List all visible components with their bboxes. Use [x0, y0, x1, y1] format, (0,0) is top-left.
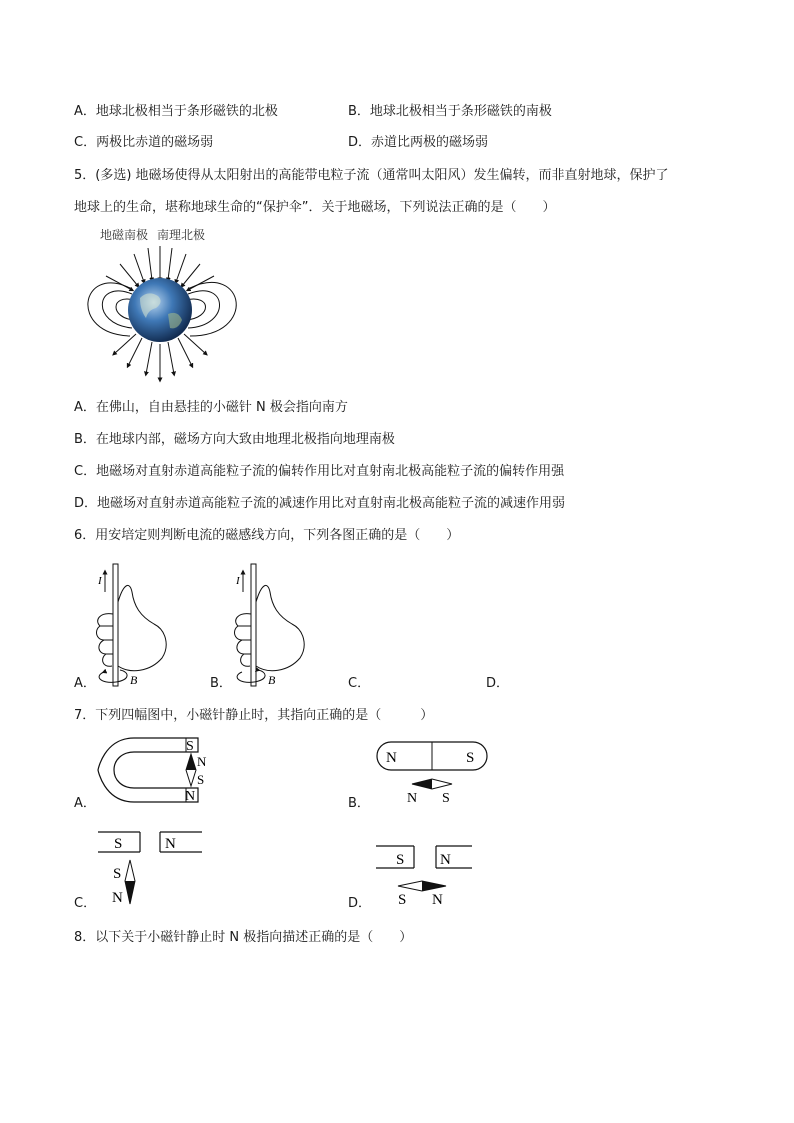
q7-option-a: A． — [74, 796, 96, 811]
q7d-left-pole: S — [396, 852, 405, 868]
q5-option-a: A．在佛山，自由悬挂的小磁针 N 极会指向南方 — [74, 400, 348, 415]
q7c-left-pole: S — [114, 836, 123, 852]
q6-stem: 6．用安培定则判断电流的磁感线方向，下列各图正确的是（ ） — [74, 528, 460, 543]
q4-option-d: D．赤道比两极的磁场弱 — [348, 135, 489, 150]
q6-option-d: D． — [486, 676, 510, 691]
earth-globe — [128, 278, 192, 342]
q6-option-a: A． — [74, 676, 96, 691]
q6b-field-label: B — [268, 673, 276, 687]
q7c-needle-n: N — [112, 890, 123, 906]
q5-option-b: B．在地球内部，磁场方向大致由地理北极指向地理南极 — [74, 432, 395, 447]
q7-option-b: B． — [348, 796, 370, 811]
q7c-needle-s: S — [113, 866, 122, 882]
q7-stem: 7．下列四幅图中，小磁针静止时，其指向正确的是（ ） — [74, 708, 434, 723]
q5-stem-line2: 地球上的生命，堪称地球生命的“保护伞”．关于地磁场，下列说法正确的是（ ） — [74, 200, 556, 215]
q7-option-d: D． — [348, 896, 372, 911]
q4-option-b: B．地球北极相当于条形磁铁的南极 — [348, 104, 552, 119]
q6a-wire — [113, 564, 118, 686]
q7-figure-a-horseshoe-magnet — [94, 736, 224, 806]
q6b-current-label: I — [236, 575, 240, 587]
q6-option-b: B． — [210, 676, 232, 691]
q6b-wire — [251, 564, 256, 686]
q7-figure-b-bar-magnet — [374, 740, 494, 810]
q7a-needle-n: N — [197, 754, 207, 769]
q7b-needle-s: S — [442, 791, 450, 806]
fig-label-geomagnetic-south: 地磁南极 — [100, 228, 149, 242]
fig-label-geographic-north: 南理北极 — [157, 228, 206, 242]
q5-option-d: D．地磁场对直射赤道高能粒子流的减速作用比对直射南北极高能粒子流的减速作用弱 — [74, 496, 566, 511]
q6a-field-label: B — [130, 673, 138, 687]
q6a-hand — [97, 585, 167, 670]
q6a-current-label: I — [98, 575, 102, 587]
q7-figure-c-two-magnets — [96, 830, 206, 908]
q5-option-c: C．地磁场对直射赤道高能粒子流的偏转作用比对直射南北极高能粒子流的偏转作用强 — [74, 464, 565, 479]
q6-figure-b-right-hand — [228, 562, 318, 690]
q7d-right-pole: N — [440, 852, 451, 868]
q6-option-c: C． — [348, 676, 371, 691]
q6-figure-a-right-hand — [90, 562, 180, 690]
geomagnetic-field-figure — [70, 224, 260, 390]
q7a-needle-s: S — [197, 772, 205, 787]
q7-option-c: C． — [74, 896, 97, 911]
q7b-needle-n: N — [407, 791, 418, 806]
q4-option-a: A．地球北极相当于条形磁铁的北极 — [74, 104, 278, 119]
q7-figure-d-two-magnets — [374, 844, 484, 908]
q7c-right-pole: N — [165, 836, 176, 852]
q4-option-c: C．两极比赤道的磁场弱 — [74, 135, 214, 150]
q7b-right-pole: S — [466, 750, 475, 766]
q8-stem: 8．以下关于小磁针静止时 N 极指向描述正确的是（ ） — [74, 930, 413, 945]
q7d-needle-s: S — [398, 892, 407, 908]
q6b-hand — [235, 585, 305, 670]
q7a-bottom-pole: N — [185, 789, 196, 804]
q7d-needle-n: N — [432, 892, 443, 908]
q7b-left-pole: N — [386, 750, 397, 766]
q7a-top-pole: S — [186, 739, 194, 754]
q5-stem-line1: 5．(多选) 地磁场使得从太阳射出的高能带电粒子流（通常叫太阳风）发生偏转，而非直射地球，保护了 — [74, 168, 669, 183]
